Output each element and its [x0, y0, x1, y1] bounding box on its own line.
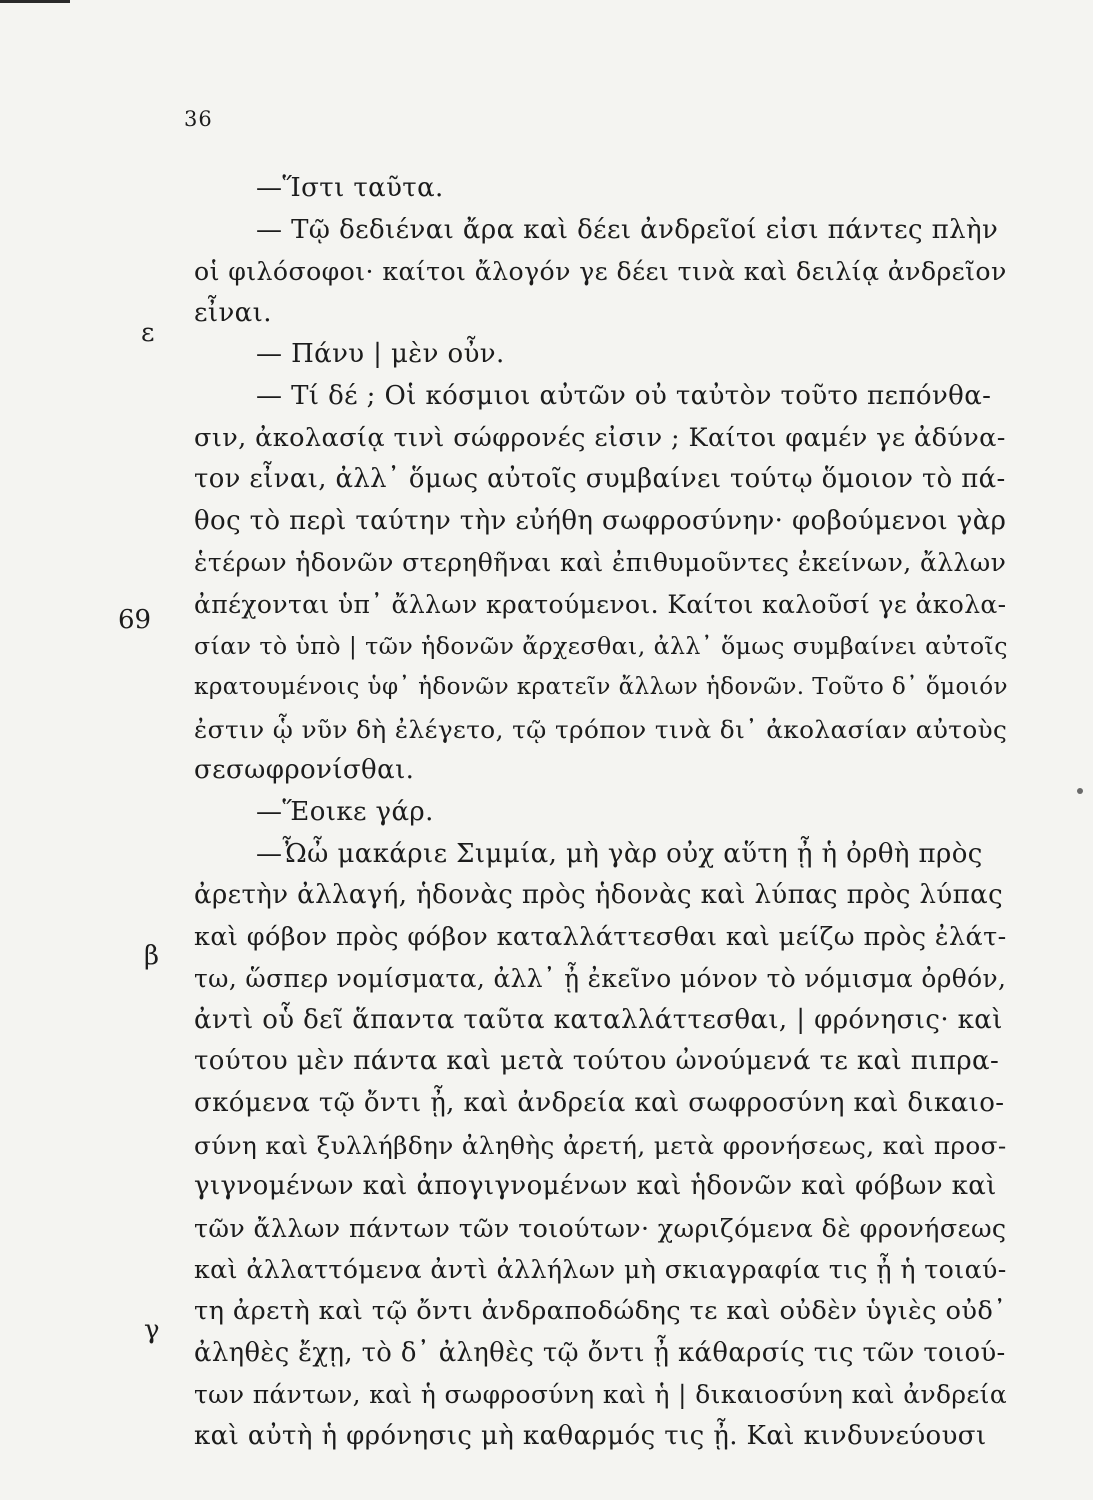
text-line: τῶν ἄλλων πάντων τῶν τοιούτων· χωριζόμενα δὲ φρονήσεως — [194, 1213, 1007, 1243]
text-line: — Τί δέ ; Οἱ κόσμιοι αὐτῶν οὐ ταὐτὸν τοῦτο πεπόνθα- — [256, 380, 992, 411]
text-line: τον εἶναι, ἀλλ᾽ ὅμως αὐτοῖς συμβαίνει τούτῳ ὅμοιον τὸ πά- — [194, 464, 1006, 495]
page-corner-mark — [0, 0, 70, 3]
text-line: ἀρετὴν ἀλλαγή, ἡδονὰς πρὸς ἡδονὰς καὶ λύπας πρὸς λύπας — [194, 880, 1004, 911]
text-line: οἱ φιλόσοφοι· καίτοι ἄλογόν γε δέει τινὰ καὶ δειλίᾳ ἀνδρεῖον — [194, 257, 1007, 287]
text-line: γιγνομένων καὶ ἀπογιγνομένων καὶ ἡδονῶν καὶ φόβων καὶ — [194, 1171, 997, 1202]
text-line: ἀντὶ οὗ δεῖ ἅπαντα ταῦτα καταλλάττεσθαι, | φρόνησις· καὶ — [194, 1004, 1003, 1035]
text-line: — Πάνυ | μὲν οὖν. — [256, 339, 505, 370]
text-line: καὶ αὐτὴ ἡ φρόνησις μὴ καθαρμός τις ᾖ. Καὶ κινδυνεύουσι — [194, 1420, 987, 1451]
text-line: σύνη καὶ ξυλλήβδην ἀληθὴς ἀρετή, μετὰ φρονήσεως, καὶ προσ- — [194, 1130, 1007, 1160]
text-line: τω, ὥσπερ νομίσματα, ἀλλ᾽ ᾖ ἐκεῖνο μόνον τὸ νόμισμα ὀρθόν, — [194, 964, 1007, 994]
text-line: σκόμενα τῷ ὄντι ᾖ, καὶ ἀνδρεία καὶ σωφροσύνη καὶ δικαιο- — [194, 1088, 1005, 1119]
margin-marker-b: β — [144, 941, 160, 971]
text-line: κρατουμένοις ὑφ᾽ ἡδονῶν κρατεῖν ἄλλων ἡδονῶν. Τοῦτο δ᾽ ὅμοιόν — [194, 674, 1008, 701]
text-line: σεσωφρονίσθαι. — [194, 755, 415, 786]
margin-marker-69: 69 — [118, 605, 152, 635]
text-line: ἑτέρων ἡδονῶν στερηθῆναι καὶ ἐπιθυμοῦντες ἐκείνων, ἄλλων — [194, 548, 1007, 578]
text-line: καὶ ἀλλαττόμενα ἀντὶ ἀλλήλων μὴ σκιαγραφία τις ᾖ ἡ τοιαύ- — [194, 1255, 1007, 1285]
margin-dot — [1077, 788, 1083, 794]
text-line: τη ἀρετὴ καὶ τῷ ὄντι ἀνδραποδώδης τε καὶ οὐδὲν ὑγιὲς οὐδ᾽ — [194, 1296, 1007, 1327]
text-line: —Ὦὦ μακάριε Σιμμία, μὴ γὰρ οὐχ αὕτη ᾖ ἡ ὀρθὴ πρὸς — [256, 838, 983, 869]
page-number: 36 — [184, 107, 213, 131]
margin-marker-g: γ — [144, 1315, 160, 1345]
text-line: θος τὸ περὶ ταύτην τὴν εὐήθη σωφροσύνην· φοβούμενοι γὰρ — [194, 505, 1007, 536]
text-line: εἶναι. — [194, 297, 272, 328]
text-line: τούτου μὲν πάντα καὶ μετὰ τούτου ὠνούμενά τε καὶ πιπρα- — [194, 1046, 1000, 1077]
text-line: ἀπέχονται ὑπ᾽ ἄλλων κρατούμενοι. Καίτοι καλοῦσί γε ἀκολα- — [194, 589, 1007, 619]
greek-text-body — [194, 168, 1006, 1457]
text-line: καὶ φόβον πρὸς φόβον καταλλάττεσθαι καὶ μείζω πρὸς ἐλάτ- — [194, 921, 1007, 952]
text-line: —Ἵστι ταῦτα. — [256, 173, 444, 203]
text-line: σιν, ἀκολασίᾳ τινὶ σώφρονές εἰσιν ; Καίτοι φαμέν γε ἀδύνα- — [194, 422, 1006, 453]
margin-marker-e: ε — [141, 318, 155, 348]
text-line: —Ἕοικε γάρ. — [256, 796, 434, 827]
text-line: ἐστιν ᾧ νῦν δὴ ἐλέγετο, τῷ τρόπον τινὰ δι᾽ ἀκολασίαν αὐτοὺς — [194, 714, 1008, 744]
text-line: σίαν τὸ ὑπὸ | τῶν ἡδονῶν ἄρχεσθαι, ἀλλ᾽ ὅμως συμβαίνει αὐτοῖς — [194, 631, 1008, 660]
text-line: — Τῷ δεδιέναι ἄρα καὶ δέει ἀνδρεῖοί εἰσι πάντες πλὴν — [256, 214, 999, 245]
text-line: ἀληθὲς ἔχῃ, τὸ δ᾽ ἀληθὲς τῷ ὄντι ᾖ κάθαρσίς τις τῶν τοιού- — [194, 1337, 1006, 1368]
text-line: των πάντων, καὶ ἡ σωφροσύνη καὶ ἡ | δικαιοσύνη καὶ ἀνδρεία — [194, 1380, 1008, 1410]
